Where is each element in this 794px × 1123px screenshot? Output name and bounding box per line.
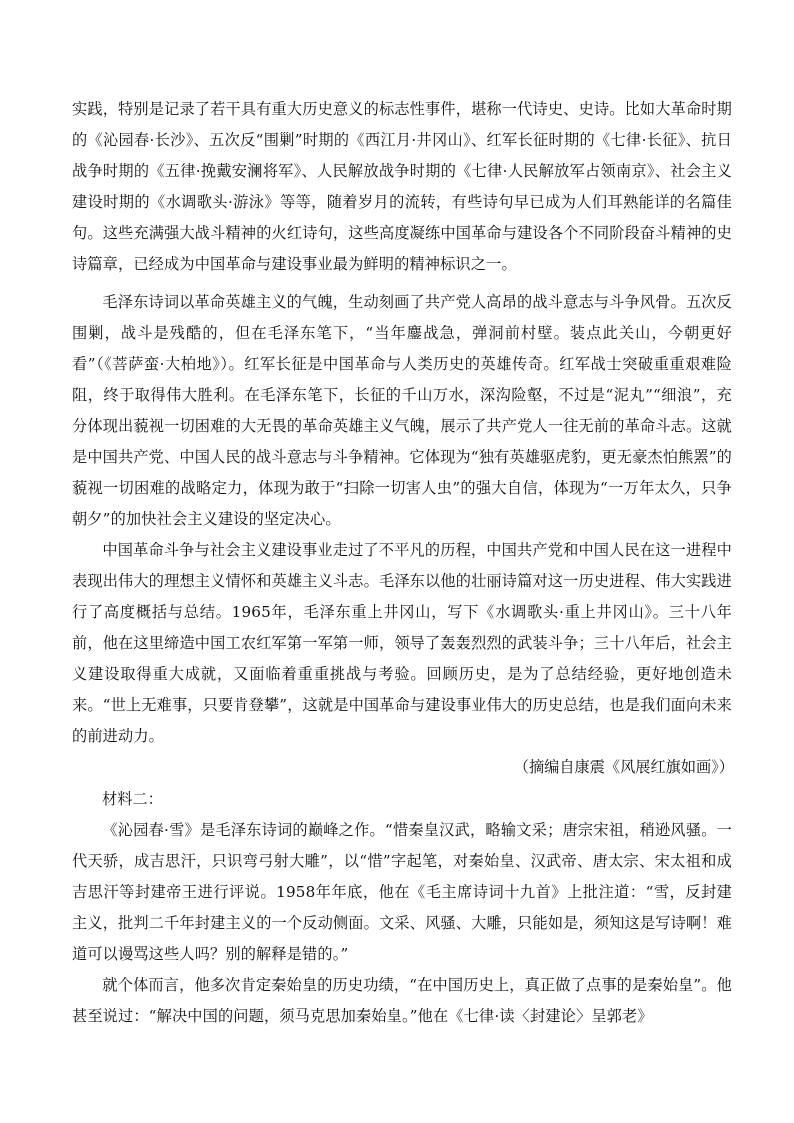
material1-paragraph-3: 中国革命斗争与社会主义建设事业走过了不平凡的历程，中国共产党和中国人民在这一进程中表现出伟大的理想主义情怀和英雄主义斗志。毛泽东以他的壮丽诗篇对这一历史进程、伟大实践进行了高度概括与总结。1965年，毛泽东重上井冈山，写下《水调歌头·重上井冈山》。三十八年前，他在这里缔造中国工农红军第一军第一师，领导了轰轰烈烈的武装斗争；三十八年后，社会主义建设取得重大成就，又面临着重重挑战与考验。回顾历史，是为了总结经验，更好地创造未来。“世上无难事，只要肯登攀”，这就是中国革命与建设事业伟大的历史总结，也是我们面向未来的前进动力。 <box>72 541 733 745</box>
material2-paragraph-1: 《沁园春·雪》是毛泽东诗词的巅峰之作。“惜秦皇汉武，略输文采；唐宗宋祖，稍逊风骚。一代天骄，成吉思汗，只识弯弓射大雕”，以“惜”字起笔，对秦始皇、汉武帝、唐太宗、宋太祖和成吉思汗等封建帝王进行评说。1958年年底，他在《毛主席诗词十九首》上批注道：“雪，反封建主义，批判二千年封建主义的一个反动侧面。文采、风骚、大雕，只能如是，须知这是写诗啊！难道可以谩骂这些人吗？别的解释是错的。” <box>72 821 732 963</box>
material1-paragraph-2: 毛泽东诗词以革命英雄主义的气魄，生动刻画了共产党人高昂的战斗意志与斗争风骨。五次反围剿，战斗是残酷的，但在毛泽东笔下，“当年鏖战急，弹洞前村壁。装点此关山，今朝更好看”（《菩萨蛮·大柏地》）。红军长征是中国革命与人类历史的英雄传奇。红军战士突破重重艰难险阻，终于取得伟大胜利。在毛泽东笔下，长征的千山万水，深沟险壑，不过是“泥丸”“细浪”，充分体现出藐视一切困难的大无畏的革命英雄主义气魄，展示了共产党人一往无前的革命斗志。这就是中国共产党、中国人民的战斗意志与斗争精神。它体现为“独有英雄驱虎豹，更无豪杰怕熊罴”的藐视一切困难的战略定力，体现为敢于“扫除一切害人虫”的强大自信，体现为“一万年太久，只争朝夕”的加快社会主义建设的坚定决心。 <box>72 293 733 528</box>
material1-paragraph-1: 实践，特别是记录了若干具有重大历史意义的标志性事件，堪称一代诗史、史诗。比如大革命时期的《沁园春·长沙》、五次反“围剿”时期的《西江月·井冈山》、红军长征时期的《七律·长征》、抗日战争时期的《五律·挽戴安澜将军》、人民解放战争时期的《七律·人民解放军占领南京》、社会主义建设时期的《水调歌头·游泳》等等，随着岁月的流转，有些诗句早已成为人们耳熟能详的名篇佳句。这些充满强大战斗精神的火红诗句，这些高度凝练中国革命与建设各个不同阶段奋斗精神的史诗篇章，已经成为中国革命与建设事业最为鲜明的精神标识之一。 <box>72 100 732 273</box>
material2-label: 材料二： <box>102 791 163 808</box>
material2-paragraph-2: 就个体而言，他多次肯定秦始皇的历史功绩，“在中国历史上，真正做了点事的是秦始皇”。他甚至说过：“解决中国的问题，须马克思加秦始皇。”他在《七律·读〈封建论〉呈郭老》 <box>72 976 732 1025</box>
source-attribution: （摘编自康震《风展红旗如画》） <box>513 759 734 776</box>
